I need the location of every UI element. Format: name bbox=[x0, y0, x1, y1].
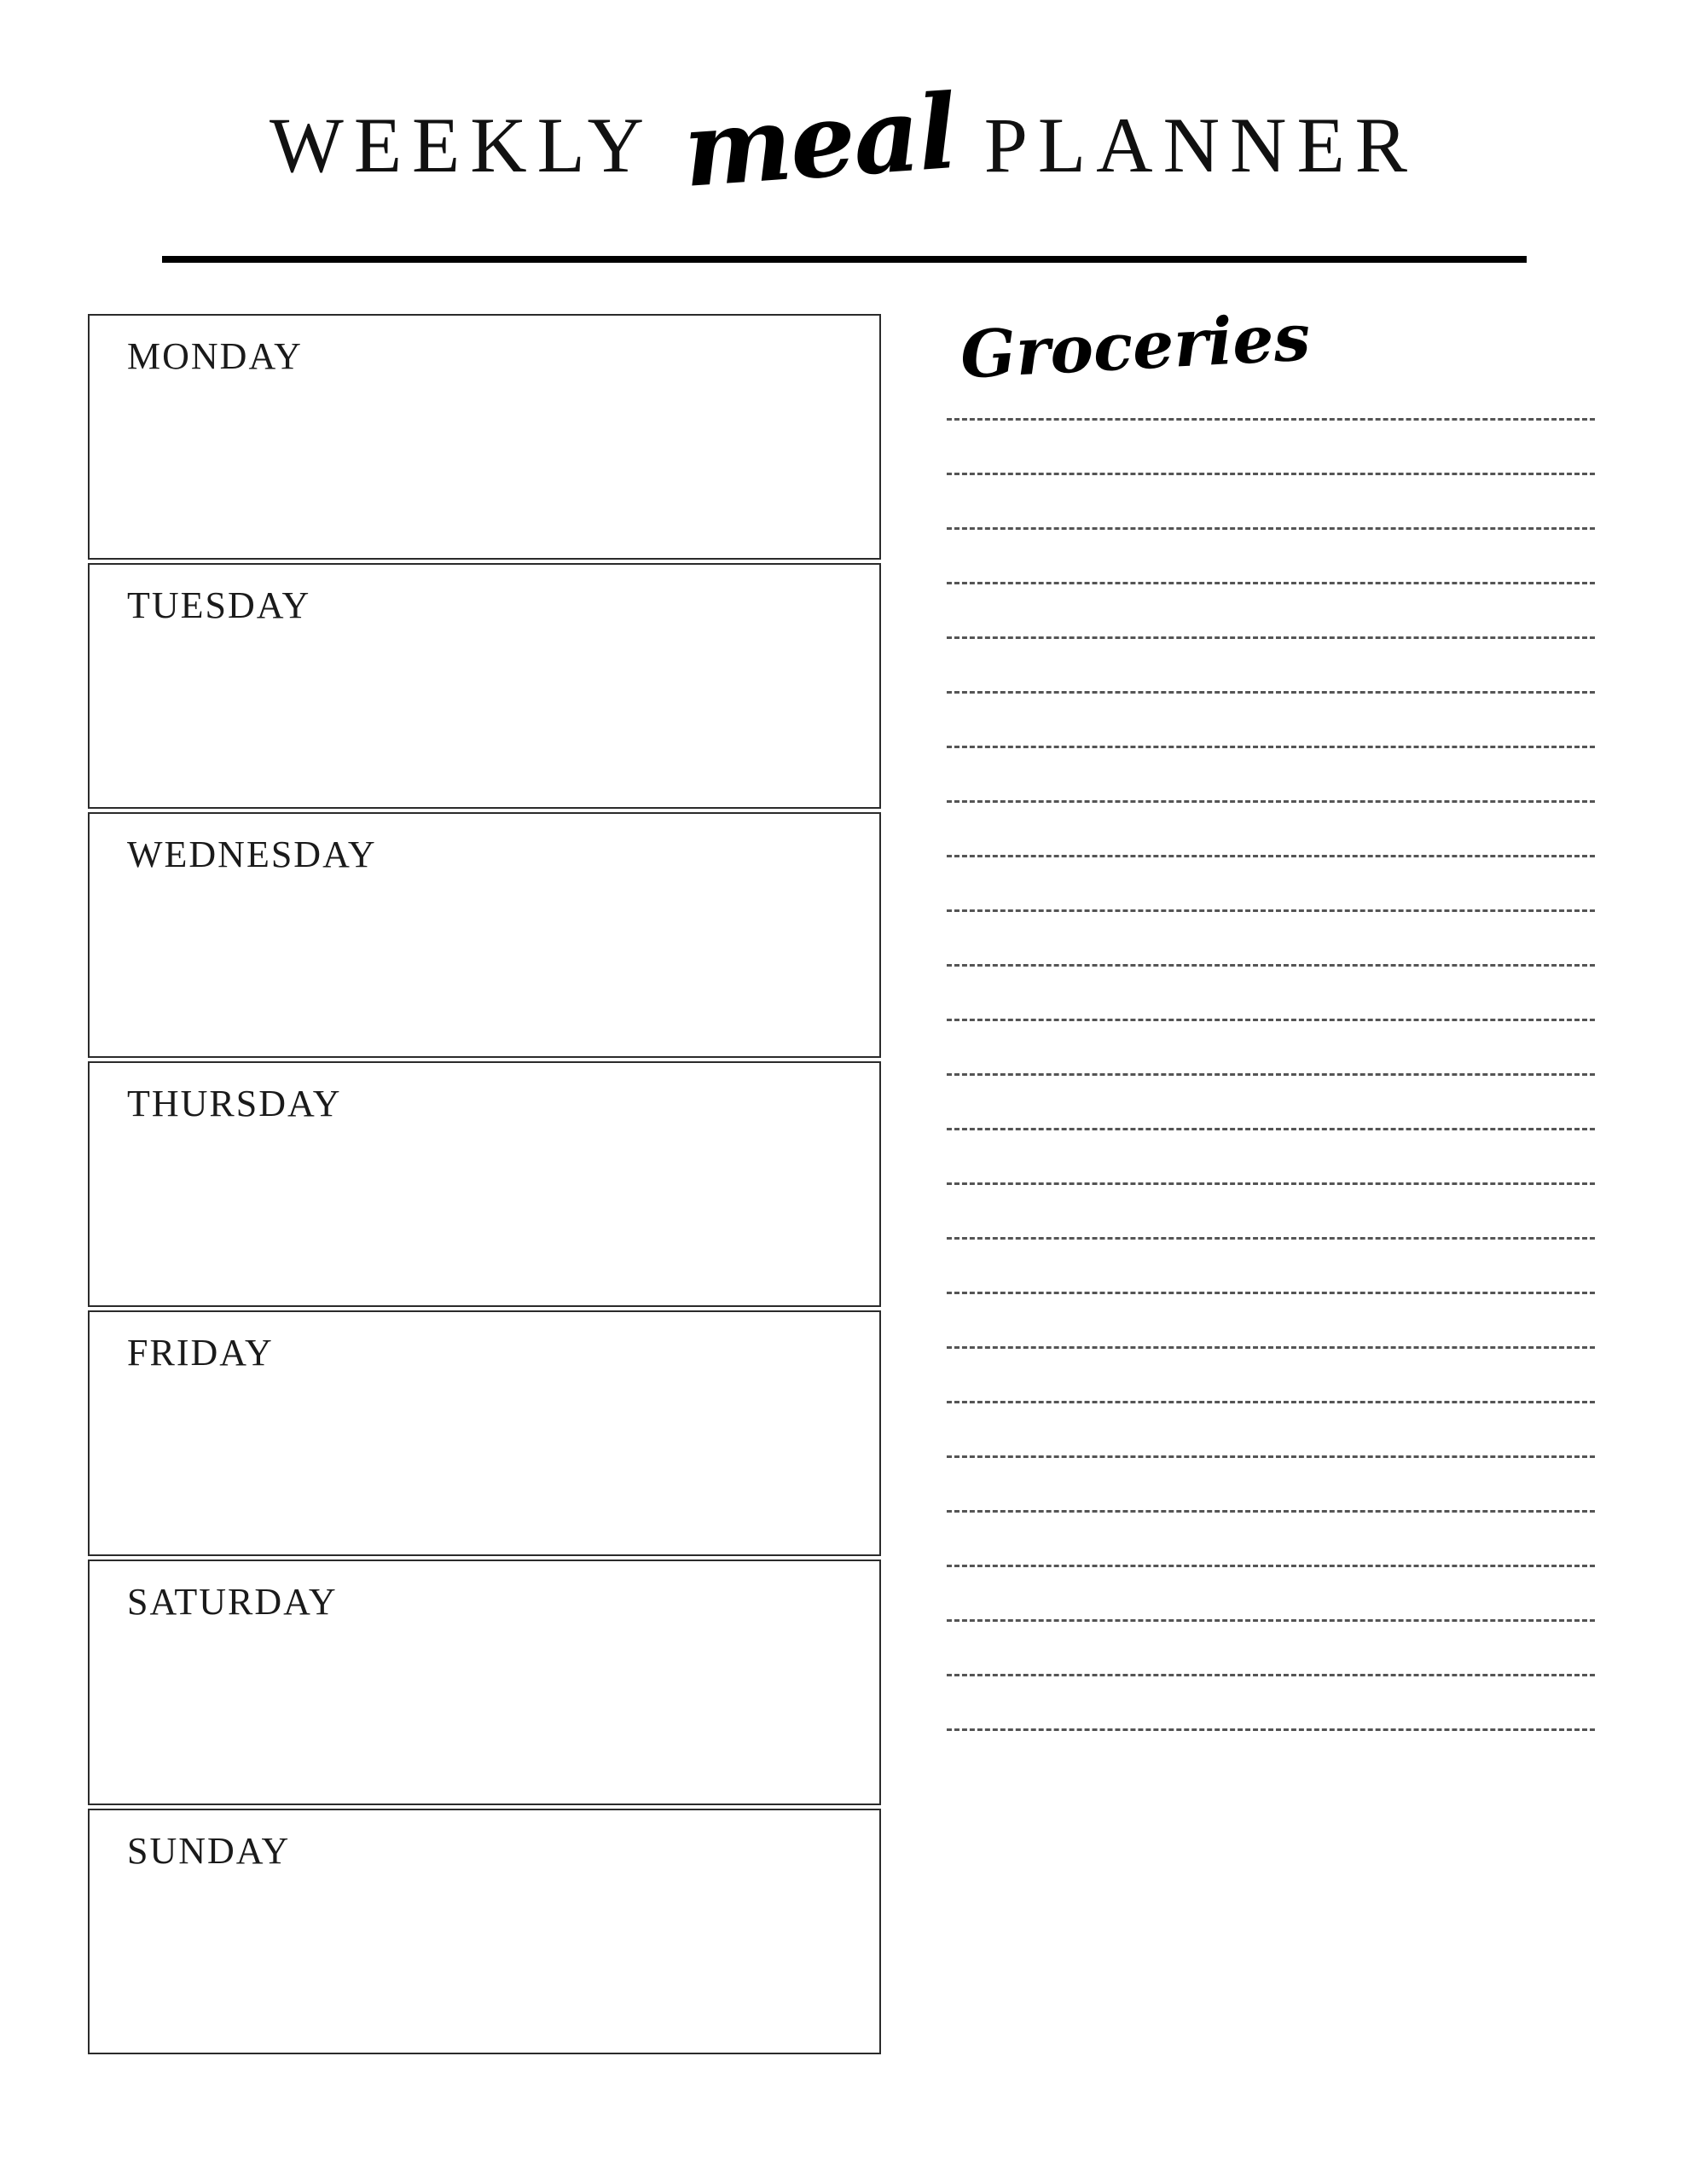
title-line bbox=[0, 72, 1687, 211]
grocery-line[interactable] bbox=[947, 1346, 1595, 1401]
grocery-line[interactable] bbox=[947, 1292, 1595, 1346]
day-label-sunday: SUNDAY bbox=[127, 1830, 291, 1872]
groceries-heading: Groceries bbox=[958, 299, 1313, 393]
grocery-line[interactable] bbox=[947, 1237, 1595, 1292]
day-box-monday[interactable] bbox=[88, 314, 881, 560]
days-column bbox=[88, 314, 881, 2058]
day-box-friday[interactable] bbox=[88, 1310, 881, 1556]
day-box-saturday[interactable] bbox=[88, 1560, 881, 1805]
day-box-thursday[interactable] bbox=[88, 1061, 881, 1307]
title-word-planner: PLANNER bbox=[983, 102, 1418, 189]
day-box-wednesday[interactable] bbox=[88, 812, 881, 1058]
grocery-line[interactable] bbox=[947, 909, 1595, 964]
grocery-line[interactable] bbox=[947, 691, 1595, 746]
page-title bbox=[0, 72, 1687, 211]
grocery-line[interactable] bbox=[947, 1401, 1595, 1455]
day-label-friday: FRIDAY bbox=[127, 1332, 274, 1374]
grocery-line[interactable] bbox=[947, 582, 1595, 636]
groceries-column bbox=[947, 299, 1595, 1783]
groceries-lines bbox=[947, 418, 1595, 1783]
grocery-line[interactable] bbox=[947, 964, 1595, 1019]
grocery-line[interactable] bbox=[947, 1510, 1595, 1565]
day-box-tuesday[interactable] bbox=[88, 563, 881, 809]
day-label-monday: MONDAY bbox=[127, 335, 303, 377]
grocery-line[interactable] bbox=[947, 800, 1595, 855]
day-label-thursday: THURSDAY bbox=[127, 1083, 342, 1124]
grocery-line[interactable] bbox=[947, 527, 1595, 582]
title-word-weekly: WEEKLY bbox=[269, 102, 655, 189]
grocery-line[interactable] bbox=[947, 1455, 1595, 1510]
grocery-line[interactable] bbox=[947, 1182, 1595, 1237]
grocery-line[interactable] bbox=[947, 1565, 1595, 1619]
day-label-wednesday: WEDNESDAY bbox=[127, 834, 377, 875]
title-script-meal: meal bbox=[679, 72, 959, 211]
grocery-line[interactable] bbox=[947, 418, 1595, 473]
day-box-sunday[interactable] bbox=[88, 1809, 881, 2054]
grocery-line[interactable] bbox=[947, 746, 1595, 800]
grocery-line[interactable] bbox=[947, 1619, 1595, 1674]
grocery-line[interactable] bbox=[947, 1728, 1595, 1783]
grocery-line[interactable] bbox=[947, 1019, 1595, 1073]
grocery-line[interactable] bbox=[947, 1674, 1595, 1728]
grocery-line[interactable] bbox=[947, 855, 1595, 909]
grocery-line[interactable] bbox=[947, 473, 1595, 527]
title-divider bbox=[162, 256, 1527, 263]
grocery-line[interactable] bbox=[947, 1073, 1595, 1128]
day-label-tuesday: TUESDAY bbox=[127, 584, 311, 626]
grocery-line[interactable] bbox=[947, 1128, 1595, 1182]
day-label-saturday: SATURDAY bbox=[127, 1581, 338, 1623]
grocery-line[interactable] bbox=[947, 636, 1595, 691]
